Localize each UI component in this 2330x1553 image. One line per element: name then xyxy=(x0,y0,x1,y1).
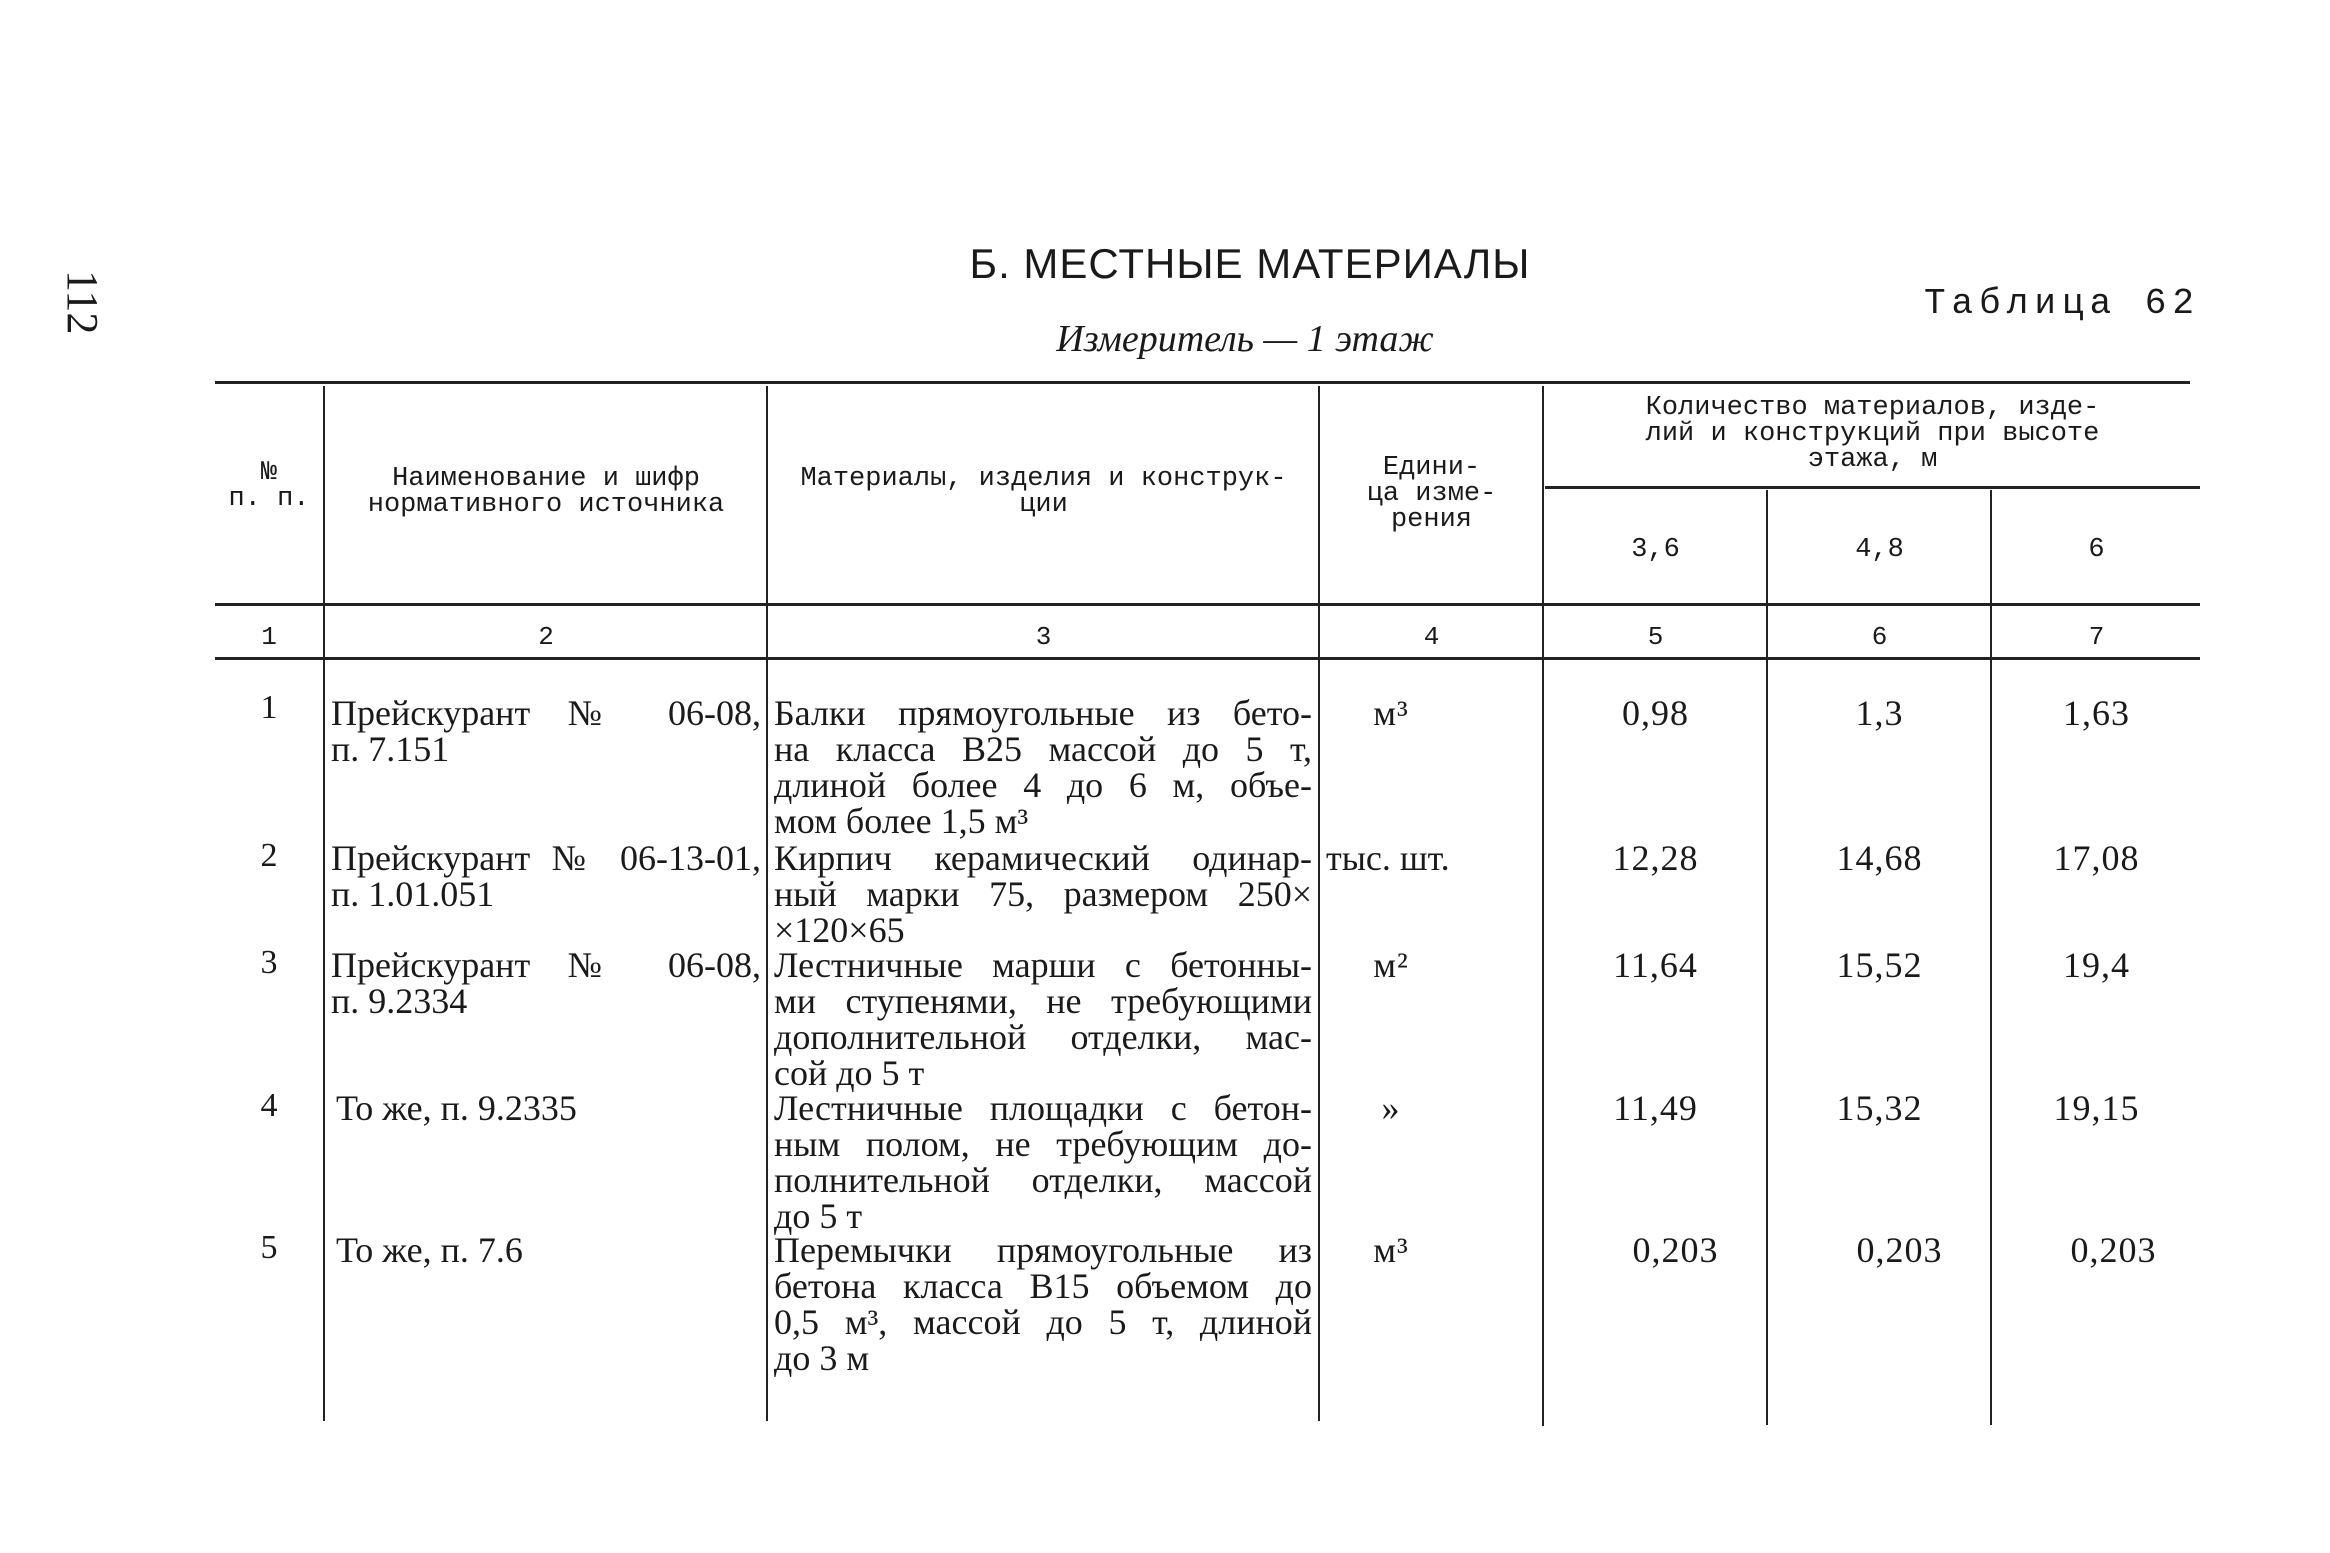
value-cell: 0,203 xyxy=(1632,1230,1719,1270)
unit-cell: тыс. шт. xyxy=(1326,838,1450,878)
row-number: 2 xyxy=(260,837,278,874)
header-quantity xyxy=(1545,395,2200,473)
unit-cell: » xyxy=(1381,1088,1401,1128)
material-line: ный марки 75, размером 250× xyxy=(774,874,1312,914)
header-no-line: № xyxy=(260,458,278,488)
material-line: Балки прямоугольные из бето- xyxy=(774,693,1312,733)
source-line: То же, п. 9.2335 xyxy=(336,1088,577,1128)
header-height-3: 6 xyxy=(2088,535,2105,565)
material-line: ным полом, не требующим до- xyxy=(774,1124,1312,1164)
col-divider-6 xyxy=(1990,490,1992,1425)
row-number: 4 xyxy=(260,1087,278,1124)
material-line: бетона класса В15 объемом до xyxy=(774,1266,1312,1306)
source-line: Прейскурант № 06-13-01, xyxy=(331,838,761,878)
header-no xyxy=(215,460,323,512)
source-line: Прейскурант № 06-08, xyxy=(331,693,761,733)
row-number: 1 xyxy=(260,689,278,726)
header-unit-line: Едини- xyxy=(1382,453,1481,483)
page-number: 112 xyxy=(58,270,107,335)
value-cell: 11,49 xyxy=(1613,1088,1698,1128)
value-cell: 19,4 xyxy=(2063,945,2130,985)
material-line: 0,5 м³, массой до 5 т, длиной xyxy=(774,1302,1312,1342)
material-line: Лестничные площадки с бетон- xyxy=(774,1088,1312,1128)
material-line: дополнительной отделки, мас- xyxy=(774,1017,1312,1057)
header-unit-line: рения xyxy=(1390,505,1472,535)
unit-cell: м² xyxy=(1373,945,1409,985)
table-label: Таблица 62 xyxy=(1923,283,2200,324)
source-cell xyxy=(336,1090,761,1126)
value-cell: 15,52 xyxy=(1836,945,1923,985)
source-line: Прейскурант № 06-08, xyxy=(331,945,761,985)
material-line: на класса В25 массой до 5 т, xyxy=(774,729,1312,769)
material-line: до 3 м xyxy=(774,1338,870,1378)
source-line: п. 1.01.051 xyxy=(331,874,495,914)
material-line: мом более 1,5 м³ xyxy=(774,801,1029,841)
material-line: Лестничные марши с бетонны- xyxy=(774,945,1312,985)
source-line: То же, п. 7.6 xyxy=(336,1230,523,1270)
row-number: 3 xyxy=(260,944,278,981)
table-top-rule xyxy=(215,381,2190,384)
value-cell: 0,98 xyxy=(1622,693,1689,733)
col-divider-1 xyxy=(323,386,325,1421)
material-line: Кирпич керамический одинар- xyxy=(774,838,1312,878)
col-divider-4 xyxy=(1542,386,1544,1426)
column-number: 3 xyxy=(1035,622,1052,652)
header-height-2: 4,8 xyxy=(1855,535,1904,565)
header-materials-line: ции xyxy=(1019,490,1068,520)
material-line: Перемычки прямоугольные из xyxy=(774,1230,1312,1270)
header-unit-line: ца изме- xyxy=(1366,479,1497,509)
value-cell: 19,15 xyxy=(2053,1088,2140,1128)
section-title: Б. МЕСТНЫЕ МАТЕРИАЛЫ xyxy=(969,240,1531,287)
value-cell: 1,63 xyxy=(2063,693,2130,733)
column-number: 7 xyxy=(2088,622,2105,652)
header-materials-line: Материалы, изделия и конструк- xyxy=(800,464,1287,494)
unit-cell: м³ xyxy=(1373,693,1409,733)
quantity-header-rule xyxy=(1545,486,2200,489)
header-source xyxy=(326,466,766,518)
value-cell: 0,203 xyxy=(2070,1230,2157,1270)
col-divider-3 xyxy=(1318,386,1320,1421)
material-line: ми ступенями, не требующими xyxy=(774,981,1312,1021)
header-bottom-rule xyxy=(215,603,2200,606)
material-cell xyxy=(774,947,1312,1091)
header-quantity-line: этажа, м xyxy=(1807,445,1938,475)
unit-cell: м³ xyxy=(1373,1230,1409,1270)
source-cell xyxy=(331,947,761,1019)
value-cell: 1,3 xyxy=(1855,693,1904,733)
material-cell xyxy=(774,695,1312,839)
material-line: ×120×65 xyxy=(774,910,905,950)
column-number: 2 xyxy=(538,622,554,652)
column-number: 5 xyxy=(1647,622,1664,652)
source-cell xyxy=(336,1232,761,1268)
value-cell: 17,08 xyxy=(2053,838,2140,878)
source-line: п. 9.2334 xyxy=(331,981,468,1021)
header-source-line: нормативного источника xyxy=(367,490,725,520)
source-cell xyxy=(331,695,761,767)
row-number: 5 xyxy=(260,1229,278,1266)
col-divider-2 xyxy=(766,386,768,1421)
material-line: сой до 5 т xyxy=(774,1053,925,1093)
col-divider-5 xyxy=(1766,490,1768,1425)
measure-label: Измеритель — 1 этаж xyxy=(1056,318,1434,360)
material-cell xyxy=(774,1232,1312,1376)
source-cell xyxy=(331,840,761,912)
header-quantity-line: Количество материалов, изде- xyxy=(1645,393,2100,423)
material-cell xyxy=(774,1090,1312,1234)
value-cell: 15,32 xyxy=(1836,1088,1923,1128)
material-line: длиной более 4 до 6 м, объе- xyxy=(774,765,1312,805)
value-cell: 0,203 xyxy=(1856,1230,1943,1270)
column-number: 1 xyxy=(261,622,277,652)
material-line: полнительной отделки, массой xyxy=(774,1160,1312,1200)
source-line: п. 7.151 xyxy=(331,729,450,769)
material-line: до 5 т xyxy=(774,1196,863,1236)
header-unit xyxy=(1321,455,1542,533)
header-quantity-line: лий и конструкций при высоте xyxy=(1645,419,2100,449)
value-cell: 12,28 xyxy=(1612,838,1699,878)
value-cell: 11,64 xyxy=(1613,945,1698,985)
value-cell: 14,68 xyxy=(1836,838,1923,878)
header-materials xyxy=(769,466,1318,518)
column-number: 6 xyxy=(1871,622,1888,652)
column-number: 4 xyxy=(1423,622,1440,652)
header-source-line: Наименование и шифр xyxy=(392,464,700,494)
header-no-line: п. п. xyxy=(228,484,310,514)
header-height-1: 3,6 xyxy=(1631,535,1680,565)
colnum-bottom-rule xyxy=(215,657,2200,660)
material-cell xyxy=(774,840,1312,948)
